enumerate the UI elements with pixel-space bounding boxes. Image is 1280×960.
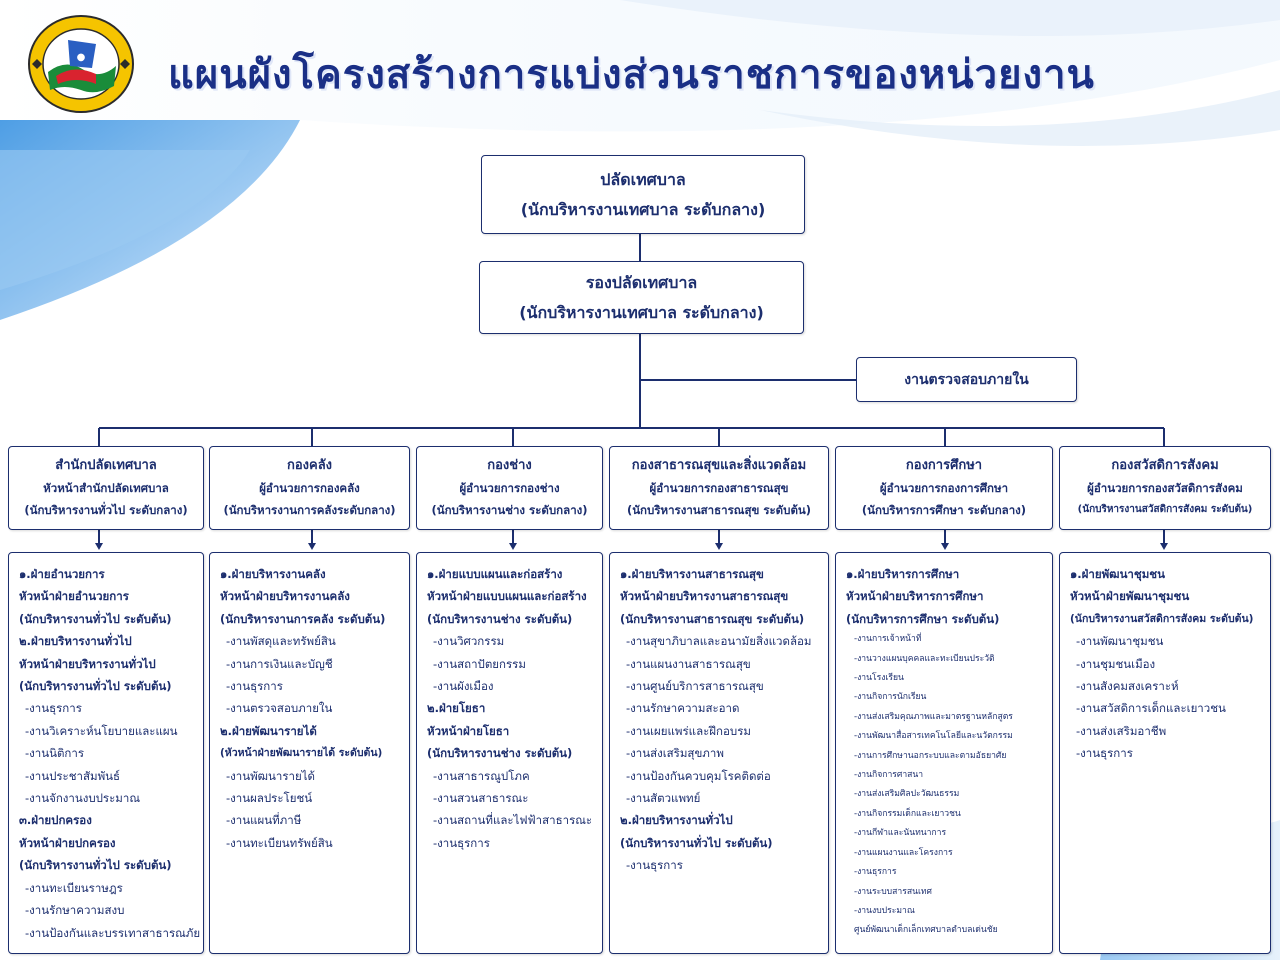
deputy-position: (นักบริหารงานเทศบาล ระดับกลาง)	[519, 302, 764, 322]
unit-task: -งานตรวจสอบภายใน	[226, 701, 333, 716]
unit-task: -งานทะเบียนทรัพย์สิน	[226, 835, 333, 850]
unit-task: -งานสวัสดิการเด็กและเยาวชน	[1076, 701, 1226, 716]
division-box-1	[209, 446, 410, 530]
unit-heading: หัวหน้าฝ่ายแบบแผนและก่อสร้าง	[427, 589, 587, 604]
division-position: (นักบริหารงานสวัสดิการสังคม ระดับต้น)	[1077, 504, 1253, 515]
unit-heading: ๒.ฝ่ายบริหารงานทั่วไป	[620, 813, 733, 828]
unit-heading: หัวหน้าฝ่ายโยธา	[427, 723, 510, 738]
division-name: กองสาธารณสุขและสิ่งแวดล้อม	[631, 458, 807, 473]
unit-task: -งานธุรการ	[25, 701, 82, 716]
unit-task: -งานส่งเสริมศิลปะวัฒนธรรม	[854, 789, 960, 800]
division-box-3	[609, 446, 829, 530]
unit-heading: ๑.ฝ่ายบริหารการศึกษา	[846, 567, 960, 581]
clerk-title: ปลัดเทศบาล	[600, 169, 686, 189]
unit-task: -งานโรงเรียน	[854, 673, 904, 684]
unit-task: -งานการเจ้าหน้าที่	[854, 634, 922, 645]
unit-task: -งานกีฬาและนันทนาการ	[854, 828, 947, 839]
unit-heading: ๓.ฝ่ายปกครอง	[19, 813, 92, 828]
division-units-0	[8, 552, 204, 954]
division-head: ผู้อำนวยการกองสวัสดิการสังคม	[1087, 481, 1243, 495]
unit-heading: (นักบริหารงานช่าง ระดับต้น)	[427, 611, 573, 626]
division-name: กองการศึกษา	[905, 458, 983, 473]
audit-label: งานตรวจสอบภายใน	[904, 372, 1029, 388]
unit-task: -งานวิศวกรรม	[433, 634, 505, 649]
unit-heading: ๒.ฝ่ายโยธา	[427, 701, 486, 716]
division-units-4	[835, 552, 1053, 954]
division-box-5	[1059, 446, 1271, 530]
unit-task: -งานป้องกันควบคุมโรคติดต่อ	[626, 768, 771, 783]
svg-text:●: ●	[76, 52, 86, 63]
municipality-logo	[26, 14, 136, 114]
unit-task: -งานสาธารณูปโภค	[433, 768, 530, 783]
unit-heading: (นักบริหารงานช่าง ระดับต้น)	[427, 746, 573, 761]
division-position: (นักบริหารงานทั่วไป ระดับกลาง)	[24, 503, 188, 517]
unit-task: -งานกิจการนักเรียน	[854, 692, 927, 703]
mayor-clerk-box	[481, 155, 805, 234]
unit-heading: (นักบริหารงานสวัสดิการสังคม ระดับต้น)	[1070, 612, 1254, 625]
unit-task: -งานการศึกษานอกระบบและตามอัธยาศัย	[854, 750, 1007, 761]
unit-task: -งานงบประมาณ	[854, 905, 915, 916]
unit-heading: หัวหน้าฝ่ายบริหารงานทั่วไป	[19, 656, 156, 671]
division-box-2	[416, 446, 603, 530]
unit-task: -งานจักงานงบประมาณ	[25, 791, 140, 806]
unit-task: -งานทะเบียนราษฎร	[25, 880, 123, 895]
page-title: แผนผังโครงสร้างการแบ่งส่วนราชการของหน่วยงาน	[168, 52, 1095, 98]
unit-task: -งานสุขาภิบาลและอนามัยสิ่งแวดล้อม	[626, 634, 812, 649]
unit-task: -งานส่งเสริมคุณภาพและมาตรฐานหลักสูตร	[854, 711, 1013, 722]
division-head: หัวหน้าสำนักปลัดเทศบาล	[43, 481, 169, 495]
unit-task: -งานพัฒนารายได้	[226, 768, 315, 783]
division-units-5	[1059, 552, 1271, 954]
division-name: กองคลัง	[286, 458, 333, 473]
unit-task: -งานเผยแพร่และฝึกอบรม	[626, 723, 751, 738]
unit-task: -งานป้องกันและบรรเทาสาธารณภัย	[25, 925, 201, 940]
division-position: (นักบริหารงานช่าง ระดับกลาง)	[431, 503, 588, 517]
division-position: (นักบริหารงานสาธารณสุข ระดับต้น)	[626, 503, 812, 517]
division-name: กองช่าง	[487, 458, 532, 473]
unit-heading: หัวหน้าฝ่ายพัฒนาชุมชน	[1070, 589, 1190, 604]
unit-heading: (นักบริหารงานทั่วไป ระดับต้น)	[620, 835, 773, 850]
unit-heading: หัวหน้าฝ่ายอำนวยการ	[19, 589, 129, 604]
unit-task: -งานแผนที่ภาษี	[226, 813, 302, 828]
unit-task: -งานนิติการ	[25, 746, 85, 761]
unit-heading: ๑.ฝ่ายแบบแผนและก่อสร้าง	[427, 567, 563, 581]
unit-task: -งานการเงินและบัญชี	[226, 656, 333, 671]
unit-heading: ๒.ฝ่ายพัฒนารายได้	[220, 723, 317, 738]
unit-heading: หัวหน้าฝ่ายบริหารการศึกษา	[846, 589, 984, 604]
unit-task: -งานศูนย์บริการสาธารณสุข	[626, 679, 764, 694]
unit-heading: หัวหน้าฝ่ายบริหารงานคลัง	[220, 589, 350, 604]
division-name: กองสวัสดิการสังคม	[1111, 458, 1219, 473]
division-head: ผู้อำนวยการกองคลัง	[259, 481, 360, 495]
division-name: สำนักปลัดเทศบาล	[55, 458, 157, 473]
unit-task: -งานธุรการ	[1076, 746, 1133, 761]
division-units-1	[209, 552, 410, 954]
division-head: ผู้อำนวยการกองสาธารณสุข	[649, 481, 789, 495]
unit-task: -งานพัฒนาชุมชน	[1076, 634, 1164, 649]
division-head: ผู้อำนวยการกองการศึกษา	[879, 481, 1009, 495]
division-units-3	[609, 552, 829, 954]
unit-task: -งานส่งเสริมอาชีพ	[1076, 723, 1167, 738]
deputy-clerk-box	[479, 261, 804, 334]
unit-task: -งานสวนสาธารณะ	[433, 791, 529, 806]
unit-task: -งานธุรการ	[433, 835, 490, 850]
division-units-2	[416, 552, 603, 954]
unit-heading: (หัวหน้าฝ่ายพัฒนารายได้ ระดับต้น)	[220, 747, 383, 760]
deputy-title: รองปลัดเทศบาล	[585, 272, 698, 292]
unit-heading: (นักบริหารงานทั่วไป ระดับต้น)	[19, 858, 172, 873]
division-box-4	[835, 446, 1053, 530]
unit-task: -งานพัสดุและทรัพย์สิน	[226, 634, 336, 649]
unit-task: -งานสังคมสงเคราะห์	[1076, 679, 1179, 694]
unit-task: -งานสถาปัตยกรรม	[433, 656, 526, 671]
unit-heading: (นักบริหารงานทั่วไป ระดับต้น)	[19, 611, 172, 626]
unit-heading: (นักบริหารการศึกษา ระดับต้น)	[846, 611, 1000, 626]
unit-heading: (นักบริหารงานการคลัง ระดับต้น)	[220, 611, 386, 626]
unit-task: -งานกิจการศาสนา	[854, 770, 924, 781]
unit-task: -งานแผนงานสาธารณสุข	[626, 656, 751, 671]
unit-task: -งานกิจกรรมเด็กและเยาวชน	[854, 808, 961, 819]
unit-task: -งานวิเคราะห์นโยบายและแผน	[25, 723, 178, 738]
unit-task: -งานรักษาความสงบ	[25, 903, 125, 918]
unit-task: -งานธุรการ	[226, 679, 283, 694]
unit-heading: หัวหน้าฝ่ายบริหารงานสาธารณสุข	[620, 589, 789, 604]
unit-task: -งานวางแผนบุคคลและทะเบียนประวัติ	[854, 653, 995, 664]
unit-task: -งานส่งเสริมสุขภาพ	[626, 746, 724, 761]
unit-task: -งานแผนงานและโครงการ	[854, 847, 953, 858]
unit-heading: (นักบริหารงานสาธารณสุข ระดับต้น)	[620, 611, 805, 626]
unit-heading: ๒.ฝ่ายบริหารงานทั่วไป	[19, 634, 132, 649]
unit-heading: ๑.ฝ่ายบริหารงานคลัง	[220, 567, 326, 581]
unit-task: -งานสถานที่และไฟฟ้าสาธารณะ	[433, 813, 593, 828]
unit-heading: (นักบริหารงานทั่วไป ระดับต้น)	[19, 679, 172, 694]
unit-heading: ๑.ฝ่ายพัฒนาชุมชน	[1070, 567, 1165, 581]
unit-task: -งานธุรการ	[854, 867, 897, 878]
unit-task: -งานผลประโยชน์	[226, 791, 313, 806]
division-position: (นักบริหารการศึกษา ระดับกลาง)	[861, 503, 1027, 517]
unit-task: -งานรักษาความสะอาด	[626, 701, 740, 716]
unit-heading: หัวหน้าฝ่ายปกครอง	[19, 835, 116, 850]
unit-task: -งานชุมชนเมือง	[1076, 656, 1156, 671]
division-head: ผู้อำนวยการกองช่าง	[459, 481, 560, 495]
unit-task: -งานธุรการ	[626, 858, 683, 873]
unit-task: ศูนย์พัฒนาเด็กเล็กเทศบาลตำบลเด่นชัย	[854, 925, 998, 936]
clerk-position: (นักบริหารงานเทศบาล ระดับกลาง)	[520, 199, 766, 219]
unit-task: -งานสัตวแพทย์	[626, 791, 701, 806]
unit-heading: ๑.ฝ่ายอำนวยการ	[19, 567, 105, 581]
unit-task: -งานประชาสัมพันธ์	[25, 768, 121, 783]
division-position: (นักบริหารงานการคลังระดับกลาง)	[223, 503, 396, 517]
division-box-0	[8, 446, 204, 530]
unit-task: -งานผังเมือง	[433, 679, 494, 694]
unit-heading: ๑.ฝ่ายบริหารงานสาธารณสุข	[620, 567, 764, 581]
unit-task: -งานพัฒนาสื่อสารเทคโนโลยีและนวัตกรรม	[854, 731, 1013, 742]
unit-task: -งานระบบสารสนเทศ	[854, 886, 933, 897]
internal-audit-box	[856, 357, 1077, 402]
